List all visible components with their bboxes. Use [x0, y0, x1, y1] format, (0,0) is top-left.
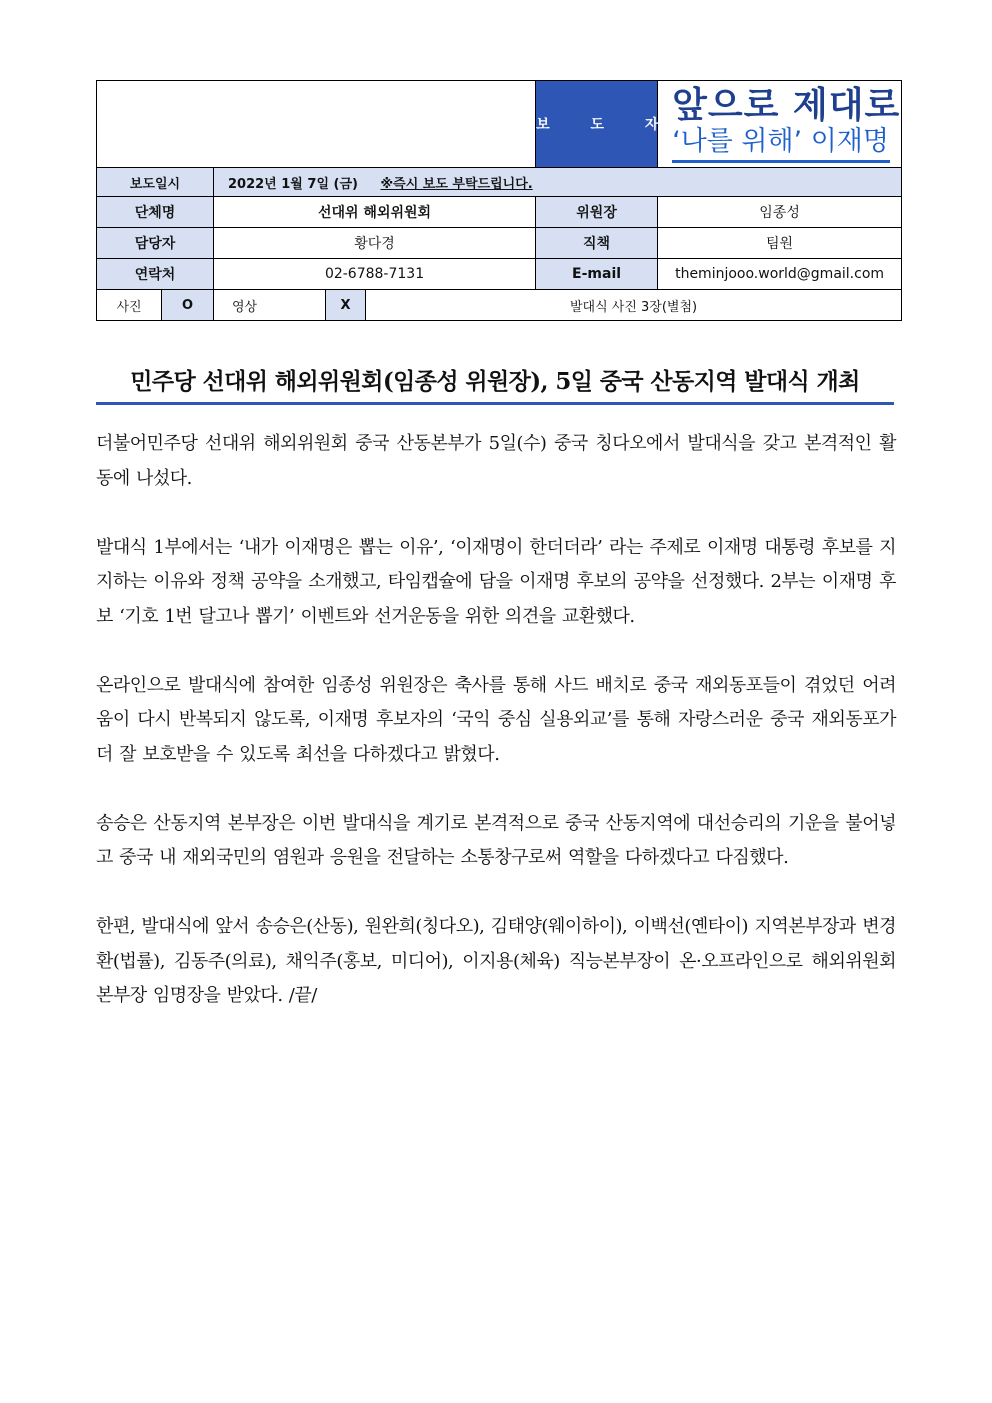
org-label: 단체명 — [97, 197, 214, 228]
photo-value: O — [162, 290, 214, 321]
position-value: 팀원 — [658, 228, 902, 259]
phone-value: 02-6788-7131 — [214, 259, 536, 290]
release-date-cell — [214, 168, 902, 197]
article-body — [96, 427, 896, 1048]
video-value: X — [326, 290, 366, 321]
press-header-table — [96, 80, 902, 321]
press-release-banner: 보 도 자 료 — [536, 81, 658, 168]
article-title: 민주당 선대위 해외위원회(임종성 위원장), 5일 중국 산동지역 발대식 개최 — [130, 368, 860, 395]
video-label-text: 영상 — [232, 299, 258, 315]
phone-label: 연락처 — [97, 259, 214, 290]
slogan-line-2: ‘나를 위해’ 이재명 — [672, 126, 890, 163]
email-label: E-mail — [536, 259, 658, 290]
email-value: theminjooo.world@gmail.com — [658, 259, 902, 290]
chair-label: 위원장 — [536, 197, 658, 228]
paragraph-2: 발대식 1부에서는 ‘내가 이재명은 뽑는 이유’, ‘이재명이 한더더라’ 라는 주제로 이재명 대통령 후보를 지지하는 이유와 정책 공약을 소개했고, 타임캡슐에 담을 이재명 후보의 공약을 선정했다. 2부는 이재명 후보 ‘기호 1번 달고나 뽑기’ 이벤트와 선거운동을 위한 의견을 교환했다. — [96, 536, 896, 627]
slogan-line-1: 앞으로 제대로 — [672, 84, 901, 126]
photo-label: 사진 — [97, 290, 162, 321]
org-value: 선대위 해외위원회 — [214, 197, 536, 228]
title-underline — [96, 402, 894, 405]
paragraph-4: 송승은 산동지역 본부장은 이번 발대식을 계기로 본격적으로 중국 산동지역에 대선승리의 기운을 불어넣고 중국 내 재외국민의 염원과 응원을 전달하는 소통창구로써 역할을 다하겠다고 다짐했다. — [96, 812, 896, 868]
paragraph-5: 한편, 발대식에 앞서 송승은(산동), 원완희(칭다오), 김태양(웨이하이), 이백선(옌타이) 지역본부장과 변경환(법률), 김동주(의료), 채익주(홍보, 미디어), 이지용(체육) 직능본부장이 온·오프라인으로 해외위원회 본부장 임명장을 받았다. /끝/ — [96, 916, 896, 1006]
paragraph-3: 온라인으로 발대식에 참여한 임종성 위원장은 축사를 통해 사드 배치로 중국 재외동포들이 겪었던 어려움이 다시 반복되지 않도록, 이재명 후보자의 ‘국익 중심 실용외교’를 통해 자랑스러운 중국 재외동포가 더 잘 보호받을 수 있도록 최선을 다하겠다고 밝혔다. — [96, 674, 896, 765]
position-label: 직책 — [536, 228, 658, 259]
release-date-label: 보도일시 — [97, 168, 214, 197]
release-date-value: 2022년 1월 7일 (금) — [228, 176, 358, 192]
contact-person-label: 담당자 — [97, 228, 214, 259]
release-date-note: ※즉시 보도 부탁드립니다. — [380, 176, 533, 192]
contact-person-value: 황다경 — [214, 228, 536, 259]
video-label — [214, 290, 326, 321]
header-blank-cell — [97, 81, 536, 168]
paragraph-1: 더불어민주당 선대위 해외위원회 중국 산동본부가 5일(수) 중국 칭다오에서 발대식을 갖고 본격적인 활동에 나섰다. — [96, 433, 896, 489]
chair-value: 임종성 — [658, 197, 902, 228]
campaign-slogan — [658, 81, 902, 168]
attachment-note: 발대식 사진 3장(별첨) — [366, 290, 902, 321]
